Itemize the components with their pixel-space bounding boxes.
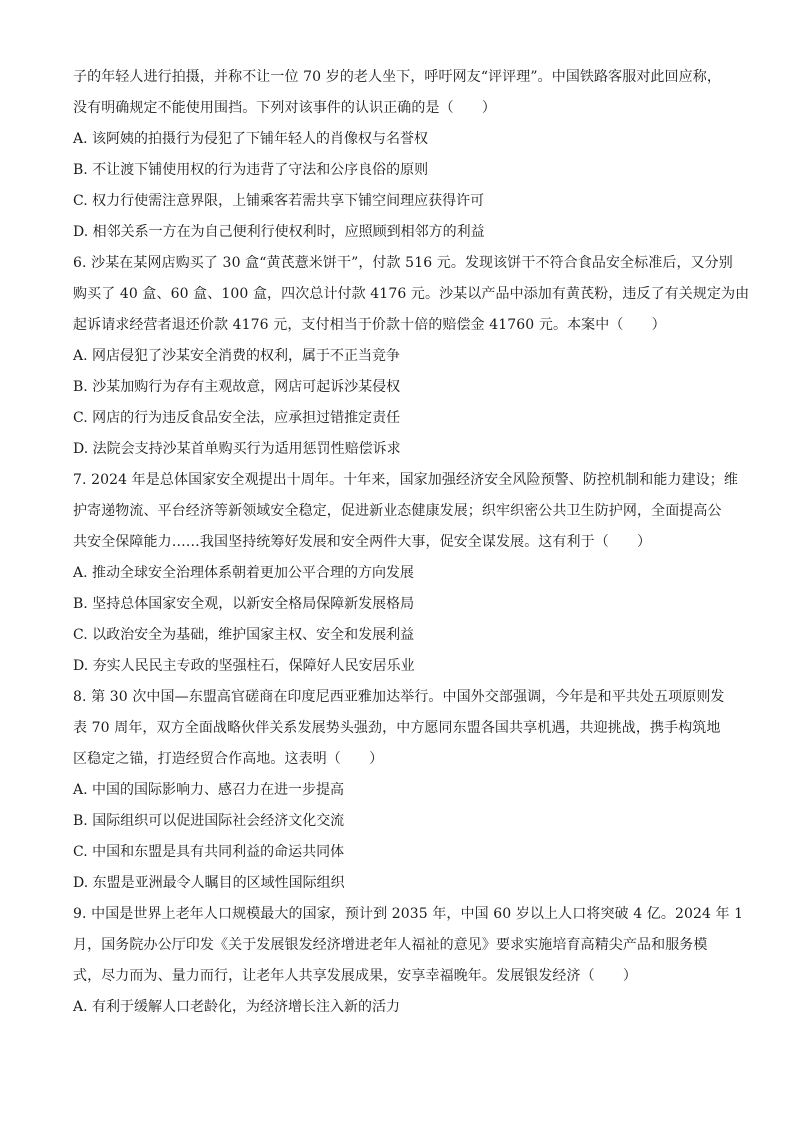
question-8: [73, 682, 723, 899]
question-text-line: 起诉请求经营者退还价款 4176 元，支付相当于价款十倍的赔偿金 41760 元。本案中（ ）: [73, 317, 666, 333]
option-b: B. 不让渡下铺使用权的行为违背了守法和公序良俗的原则: [73, 162, 429, 178]
option-a: A. 该阿姨的拍摄行为侵犯了下铺年轻人的肖像权与名誉权: [73, 131, 429, 147]
question-text-line: 区稳定之锚，打造经贸合作高地。这表明（ ）: [73, 751, 384, 767]
question-text-line: 7. 2024 年是总体国家安全观提出十周年。十年来，国家加强经济安全风险预警、防控机制和能力建设；维: [73, 472, 738, 488]
option-a: A. 有利于缓解人口老龄化，为经济增长注入新的活力: [73, 999, 401, 1015]
question-text-line: 护寄递物流、平台经济等新领域安全稳定，促进新业态健康发展；织牢织密公共卫生防护网，全面提高公: [73, 503, 722, 519]
option-c: C. 以政治安全为基础，维护国家主权、安全和发展利益: [73, 627, 415, 643]
option-b: B. 沙某加购行为存有主观故意，网店可起诉沙某侵权: [73, 379, 401, 395]
option-d: D. 相邻关系一方在为自己便利行使权利时，应照顾到相邻方的利益: [73, 224, 485, 240]
option-a: A. 推动全球安全治理体系朝着更加公平合理的方向发展: [73, 565, 415, 581]
option-a: A. 网店侵犯了沙某安全消费的权利，属于不正当竞争: [73, 348, 401, 364]
option-b: B. 国际组织可以促进国际社会经济文化交流: [73, 813, 345, 829]
option-c: C. 网店的行为违反食品安全法，应承担过错推定责任: [73, 410, 401, 426]
question-9: [73, 899, 744, 1023]
option-b: B. 坚持总体国家安全观，以新安全格局保障新发展格局: [73, 596, 415, 612]
question-text-line: 月，国务院办公厅印发《关于发展银发经济增进老年人福祉的意见》要求实施培育高精尖产品和服务模: [73, 937, 708, 953]
question-text-line: 表 70 周年，双方全面战略伙伴关系发展势头强劲，中方愿同东盟各国共享机遇，共迎挑战，携手构筑地: [73, 720, 721, 736]
question-text-line: 子的年轻人进行拍摄，并称不让一位 70 岁的老人坐下，呼吁网友“评评理”。中国铁路客服对此回应称，: [73, 69, 721, 85]
option-d: D. 夯实人民民主专政的坚强柱石，保障好人民安居乐业: [73, 658, 415, 674]
question-text-line: 式，尽力而为、量力而行，让老年人共享发展成果，安享幸福晚年。发展银发经济（ ）: [73, 968, 637, 984]
exam-page: [73, 62, 750, 1023]
question-5-continued: [73, 62, 723, 248]
option-a: A. 中国的国际影响力、感召力在进一步提高: [73, 782, 345, 798]
question-text-line: 购买了 40 盒、60 盒、100 盒，四次总计付款 4176 元。沙某以产品中添加有黄芪粉，违反了有关规定为由: [73, 286, 750, 302]
question-text-line: 9. 中国是世界上老年人口规模最大的国家，预计到 2035 年，中国 60 岁以上人口将突破 4 亿。2024 年 1: [73, 906, 744, 922]
question-text-line: 没有明确规定不能使用围挡。下列对该事件的认识正确的是（ ）: [73, 100, 496, 116]
option-d: D. 法院会支持沙某首单购买行为适用惩罚性赔偿诉求: [73, 441, 401, 457]
question-text-line: 共安全保障能力……我国坚持统筹好发展和安全两件大事，促安全谋发展。这有利于（ ）: [73, 534, 652, 550]
question-text-line: 6. 沙某在某网店购买了 30 盒“黄芪薏米饼干”，付款 516 元。发现该饼干不符合食品安全标准后，又分别: [73, 255, 733, 271]
question-7: [73, 465, 738, 682]
option-c: C. 中国和东盟是具有共同利益的命运共同体: [73, 844, 345, 860]
option-d: D. 东盟是亚洲最令人瞩目的区域性国际组织: [73, 875, 345, 891]
option-c: C. 权力行使需注意界限，上铺乘客若需共享下铺空间理应获得许可: [73, 193, 485, 209]
question-text-line: 8. 第 30 次中国—东盟高官磋商在印度尼西亚雅加达举行。中国外交部强调，今年是和平共处五项原则发: [73, 689, 725, 705]
question-6: [73, 248, 750, 465]
